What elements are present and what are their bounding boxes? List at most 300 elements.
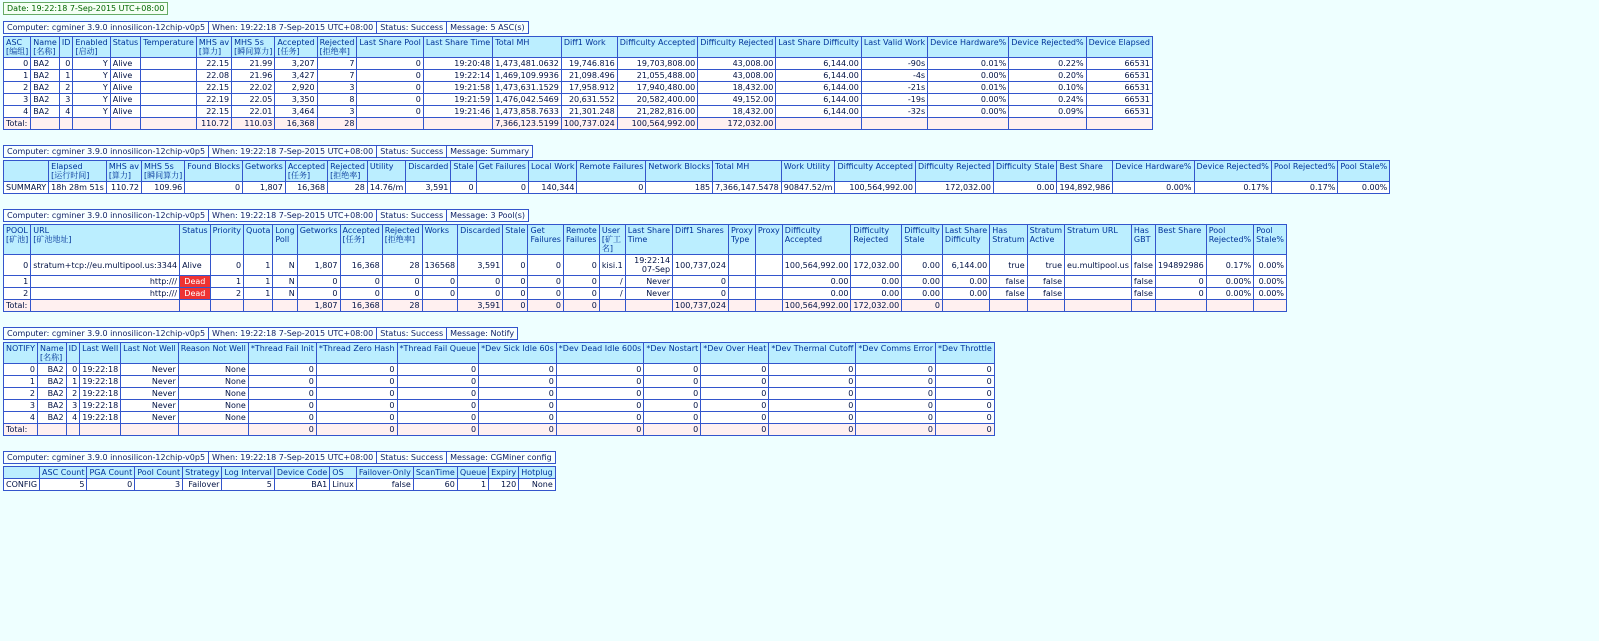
column-header: Pool Rejected% xyxy=(1206,225,1253,255)
table-cell: 20,582,400.00 xyxy=(617,94,698,106)
table-cell: 19:22:18 xyxy=(80,376,121,388)
table-cell: Never xyxy=(121,412,179,424)
table-cell xyxy=(244,300,273,312)
column-header: Has Stratum xyxy=(990,225,1027,255)
table-cell: 0 xyxy=(357,58,423,70)
table-cell: 0 xyxy=(397,376,479,388)
table-cell: 0 xyxy=(357,94,423,106)
table-cell: 0 xyxy=(458,288,503,300)
section-summary xyxy=(3,145,1599,194)
table-cell xyxy=(210,300,243,312)
column-header: Difficulty Stale xyxy=(902,225,943,255)
table-cell: 4 xyxy=(66,412,80,424)
table-cell: 28 xyxy=(317,118,357,130)
table-cell xyxy=(422,300,458,312)
section-header xyxy=(3,209,529,222)
table-cell: 22.19 xyxy=(196,94,231,106)
table-cell xyxy=(141,58,197,70)
table-cell: 3 xyxy=(317,82,357,94)
column-header: Name [名称] xyxy=(31,37,60,58)
table-cell: stratum+tcp://eu.multipool.us:3344 xyxy=(31,255,180,276)
table-cell: 2 xyxy=(4,288,31,300)
table-cell: 1,473,481.0632 xyxy=(493,58,562,70)
table-cell: 0.00% xyxy=(1206,276,1253,288)
header-field: Status: Success xyxy=(377,210,447,222)
table-cell: 0 xyxy=(644,364,701,376)
status-badge: Dead xyxy=(180,276,211,288)
table-cell: 1 xyxy=(4,70,31,82)
data-table-config xyxy=(3,466,556,491)
column-header: Network Blocks xyxy=(646,161,713,182)
column-header: Pool Rejected% xyxy=(1271,161,1338,182)
table-cell: 66531 xyxy=(1086,94,1152,106)
table-cell: 194,892,986 xyxy=(1057,182,1113,194)
column-header: Status xyxy=(180,225,211,255)
table-cell: 0 xyxy=(316,376,397,388)
table-cell: 0.00% xyxy=(1254,276,1287,288)
column-header xyxy=(4,161,49,182)
table-cell: 0 xyxy=(1155,276,1206,288)
column-header: Temperature xyxy=(141,37,197,58)
table-cell xyxy=(141,94,197,106)
table-cell xyxy=(1065,288,1132,300)
table-cell xyxy=(755,255,782,276)
table-cell: 0 xyxy=(556,376,644,388)
table-cell xyxy=(728,300,755,312)
table-cell: 172,032.00 xyxy=(851,255,902,276)
column-header: Last Share Difficulty xyxy=(776,37,862,58)
column-header: Difficulty Stale xyxy=(993,161,1056,182)
table-row xyxy=(4,70,1153,82)
column-header: Enabled [启动] xyxy=(73,37,110,58)
table-cell: 0 xyxy=(769,364,856,376)
section-spacer xyxy=(3,130,1599,145)
column-header: Long Poll xyxy=(273,225,297,255)
header-field: Status: Success xyxy=(377,22,447,34)
table-cell: 0 xyxy=(210,255,243,276)
table-cell: 100,564,992.00 xyxy=(782,255,851,276)
table-cell: Alive xyxy=(180,255,211,276)
table-cell: 0.00 xyxy=(902,255,943,276)
table-cell: eu.multipool.us xyxy=(1065,255,1132,276)
table-cell: 0.00 xyxy=(851,276,902,288)
table-cell: 22.15 xyxy=(196,106,231,118)
column-header: Difficulty Rejected xyxy=(851,225,902,255)
table-cell: 21,055,488.00 xyxy=(617,70,698,82)
table-cell: 0.00% xyxy=(928,106,1009,118)
table-cell: 0 xyxy=(701,400,769,412)
table-cell: 6,144.00 xyxy=(942,255,989,276)
table-cell: 0 xyxy=(701,424,769,436)
table-cell: Total: xyxy=(4,118,31,130)
table-cell: 0.00% xyxy=(928,70,1009,82)
table-row xyxy=(4,479,556,491)
table-cell: -21s xyxy=(861,82,927,94)
table-cell: 100,564,992.00 xyxy=(835,182,916,194)
table-cell xyxy=(80,424,121,436)
table-cell: 0.00 xyxy=(902,288,943,300)
table-cell: 2 xyxy=(4,82,31,94)
column-header: NOTIFY xyxy=(4,343,38,364)
table-cell xyxy=(110,118,141,130)
header-field: Computer: cgminer 3.9.0 innosilicon-12chip-v0p5 xyxy=(4,22,209,34)
table-cell: 17,940,480.00 xyxy=(617,82,698,94)
table-cell: 0 xyxy=(422,276,458,288)
table-cell xyxy=(1086,118,1152,130)
table-cell: 0 xyxy=(563,288,599,300)
table-row xyxy=(4,364,995,376)
table-cell: Y xyxy=(73,82,110,94)
header-field: Status: Success xyxy=(377,328,447,340)
table-cell: 110.03 xyxy=(232,118,275,130)
column-header: Device Rejected% xyxy=(1194,161,1271,182)
header-field: Computer: cgminer 3.9.0 innosilicon-12chip-v0p5 xyxy=(4,210,209,222)
table-cell: 0 xyxy=(479,400,557,412)
section-header xyxy=(3,21,529,34)
table-cell xyxy=(180,300,211,312)
table-cell: 0 xyxy=(357,106,423,118)
header-field: Computer: cgminer 3.9.0 innosilicon-12chip-v0p5 xyxy=(4,328,209,340)
header-field: When: 19:22:18 7-Sep-2015 UTC+08:00 xyxy=(209,22,377,34)
table-cell: 1 xyxy=(4,276,31,288)
table-cell: 0 xyxy=(397,364,479,376)
column-header: Remote Failures xyxy=(563,225,599,255)
date-line: Date: 19:22:18 7-Sep-2015 UTC+08:00 xyxy=(3,2,168,15)
table-cell: 0 xyxy=(856,388,936,400)
table-cell: 0 xyxy=(563,255,599,276)
table-cell: N xyxy=(273,288,297,300)
table-cell: 0 xyxy=(357,82,423,94)
table-cell: 21.96 xyxy=(232,70,275,82)
table-cell: -32s xyxy=(861,106,927,118)
table-cell: 0.20% xyxy=(1009,70,1086,82)
table-cell xyxy=(121,424,179,436)
table-cell: 7,366,123.5199 xyxy=(493,118,562,130)
column-header: Last Not Well xyxy=(121,343,179,364)
table-cell: 19:20:48 xyxy=(423,58,492,70)
table-cell: 1 xyxy=(244,255,273,276)
table-cell: 43,008.00 xyxy=(698,58,776,70)
column-header: *Thread Fail Init xyxy=(248,343,316,364)
table-cell: 0 xyxy=(856,364,936,376)
section-spacer xyxy=(3,194,1599,209)
table-cell: 43,008.00 xyxy=(698,70,776,82)
table-cell: Never xyxy=(121,400,179,412)
table-cell: BA1 xyxy=(274,479,329,491)
table-cell: 1,807 xyxy=(297,255,340,276)
column-header: Accepted [任务] xyxy=(340,225,382,255)
table-cell: CONFIG xyxy=(4,479,40,491)
table-cell xyxy=(728,255,755,276)
table-cell: / xyxy=(599,288,625,300)
column-header: Local Work xyxy=(528,161,577,182)
column-header: Quota xyxy=(244,225,273,255)
table-cell: 0 xyxy=(479,388,557,400)
column-header-row xyxy=(4,225,1287,255)
table-cell: 0 xyxy=(397,424,479,436)
table-cell: 0 xyxy=(556,424,644,436)
column-header-row xyxy=(4,343,995,364)
table-cell: 0.00 xyxy=(902,276,943,288)
table-cell: 0 xyxy=(316,364,397,376)
column-header: Has GBT xyxy=(1131,225,1155,255)
column-header: MHS av [算力] xyxy=(106,161,141,182)
table-cell: 0 xyxy=(479,364,557,376)
header-field: When: 19:22:18 7-Sep-2015 UTC+08:00 xyxy=(209,328,377,340)
table-cell xyxy=(31,300,180,312)
table-cell: 16,368 xyxy=(285,182,327,194)
table-cell: 0 xyxy=(340,276,382,288)
table-cell xyxy=(357,118,423,130)
table-cell: 0 xyxy=(185,182,243,194)
header-field: Message: Summary xyxy=(447,146,533,158)
table-cell: 22.15 xyxy=(196,58,231,70)
table-cell: 194892986 xyxy=(1155,255,1206,276)
total-row xyxy=(4,300,1287,312)
table-cell: SUMMARY xyxy=(4,182,49,194)
section-header xyxy=(3,451,556,464)
table-cell xyxy=(755,276,782,288)
table-cell: 3 xyxy=(59,94,73,106)
table-cell: 18h 28m 51s xyxy=(49,182,107,194)
column-header: Works xyxy=(422,225,458,255)
section-config xyxy=(3,451,1599,491)
table-cell: None xyxy=(178,376,248,388)
table-cell: 16,368 xyxy=(275,118,317,130)
table-cell xyxy=(1009,118,1086,130)
table-cell: 0 xyxy=(248,388,316,400)
table-cell xyxy=(1155,300,1206,312)
table-cell: 0 xyxy=(59,58,73,70)
table-cell: 66531 xyxy=(1086,82,1152,94)
table-cell: 2 xyxy=(210,288,243,300)
table-cell: 0.00 xyxy=(851,288,902,300)
table-cell xyxy=(1065,300,1132,312)
table-cell: 0.00% xyxy=(1338,182,1390,194)
section-spacer xyxy=(3,312,1599,327)
table-cell: 0.00 xyxy=(942,288,989,300)
table-cell: 0.17% xyxy=(1206,255,1253,276)
table-cell: 19,746.816 xyxy=(561,58,617,70)
table-cell: 0 xyxy=(769,388,856,400)
table-cell: 0 xyxy=(644,388,701,400)
table-cell: 28 xyxy=(382,255,422,276)
column-header: Best Share xyxy=(1057,161,1113,182)
table-cell: 22.01 xyxy=(232,106,275,118)
table-cell xyxy=(273,300,297,312)
table-cell xyxy=(1065,276,1132,288)
table-cell xyxy=(1027,300,1064,312)
table-cell: 2 xyxy=(66,388,80,400)
table-cell: 18,432.00 xyxy=(698,106,776,118)
table-cell xyxy=(728,288,755,300)
table-cell: 0 xyxy=(563,300,599,312)
table-cell: 6,144.00 xyxy=(776,82,862,94)
section-spacer xyxy=(3,436,1599,451)
table-cell: 0 xyxy=(556,364,644,376)
table-cell: 0 xyxy=(1155,288,1206,300)
table-cell: 1 xyxy=(66,376,80,388)
table-cell: Alive xyxy=(110,70,141,82)
table-cell: 19:21:59 xyxy=(423,94,492,106)
table-cell: false xyxy=(1027,276,1064,288)
table-cell: 0 xyxy=(644,424,701,436)
table-cell: 0 xyxy=(936,364,995,376)
table-cell xyxy=(755,288,782,300)
table-cell: 14.76/m xyxy=(367,182,405,194)
table-cell: 0.00 xyxy=(782,276,851,288)
table-cell: 0 xyxy=(856,376,936,388)
column-header: *Dev Over Heat xyxy=(701,343,769,364)
table-cell: 172,032.00 xyxy=(851,300,902,312)
table-cell: 2 xyxy=(4,388,38,400)
table-cell: BA2 xyxy=(38,364,67,376)
table-cell: 3 xyxy=(135,479,183,491)
table-cell: 0 xyxy=(644,376,701,388)
table-cell: 0 xyxy=(479,376,557,388)
table-cell: 3 xyxy=(4,400,38,412)
table-cell: 1 xyxy=(457,479,488,491)
table-row xyxy=(4,276,1287,288)
table-cell: BA2 xyxy=(31,106,60,118)
table-cell: 0.01% xyxy=(928,58,1009,70)
table-cell: 0 xyxy=(479,424,557,436)
table-cell: 4 xyxy=(4,412,38,424)
column-header: Device Hardware% xyxy=(928,37,1009,58)
table-cell: 0 xyxy=(503,300,528,312)
table-cell: false xyxy=(1131,276,1155,288)
table-cell: 0 xyxy=(357,70,423,82)
table-cell: 1 xyxy=(4,376,38,388)
table-cell: 1,473,631.1529 xyxy=(493,82,562,94)
table-cell: -19s xyxy=(861,94,927,106)
table-cell: N xyxy=(273,255,297,276)
table-cell xyxy=(66,424,80,436)
table-cell: 20,631.552 xyxy=(561,94,617,106)
table-cell: 0 xyxy=(936,424,995,436)
column-header: PGA Count xyxy=(87,467,135,479)
column-header: Hotplug xyxy=(519,467,556,479)
table-cell: 19:22:18 xyxy=(80,388,121,400)
header-field: When: 19:22:18 7-Sep-2015 UTC+08:00 xyxy=(209,210,377,222)
column-header: Remote Failures xyxy=(577,161,646,182)
table-row xyxy=(4,106,1153,118)
header-field: When: 19:22:18 7-Sep-2015 UTC+08:00 xyxy=(209,146,377,158)
column-header: *Thread Fail Queue xyxy=(397,343,479,364)
table-cell: BA2 xyxy=(38,400,67,412)
table-cell: 7,366,147.5478 xyxy=(713,182,782,194)
table-cell: 0 xyxy=(701,376,769,388)
column-header xyxy=(4,467,40,479)
table-cell: 0 xyxy=(701,388,769,400)
table-cell: BA2 xyxy=(31,82,60,94)
column-header: Failover-Only xyxy=(356,467,413,479)
table-cell: Total: xyxy=(4,300,31,312)
header-field: Message: CGMiner config xyxy=(447,452,556,464)
column-header: Total MH xyxy=(713,161,782,182)
column-header: Found Blocks xyxy=(185,161,243,182)
table-cell: 0 xyxy=(316,388,397,400)
column-header: Getworks xyxy=(243,161,286,182)
column-header: Device Code xyxy=(274,467,329,479)
column-header: *Dev Sick Idle 60s xyxy=(479,343,557,364)
table-cell: 110.72 xyxy=(196,118,231,130)
section-asc xyxy=(3,21,1599,130)
column-header: MHS 5s [瞬间算力] xyxy=(232,37,275,58)
section-header xyxy=(3,327,518,340)
table-cell: 0 xyxy=(479,412,557,424)
column-header: Work Utility xyxy=(781,161,835,182)
table-cell: 0.01% xyxy=(928,82,1009,94)
table-cell: 0.17% xyxy=(1194,182,1271,194)
table-cell xyxy=(423,118,492,130)
table-cell: 19:21:46 xyxy=(423,106,492,118)
table-cell: 19:22:18 xyxy=(80,400,121,412)
table-cell: 60 xyxy=(413,479,457,491)
data-table-summary xyxy=(3,160,1390,194)
column-header: Discarded xyxy=(406,161,451,182)
table-cell: 0 xyxy=(936,412,995,424)
table-cell: 0 xyxy=(528,300,564,312)
column-header: Rejected [拒绝率] xyxy=(328,161,368,182)
data-table-notify xyxy=(3,342,995,436)
table-cell: 0 xyxy=(66,364,80,376)
table-cell: 0 xyxy=(87,479,135,491)
table-cell: 16,368 xyxy=(340,300,382,312)
table-cell: 0 xyxy=(556,412,644,424)
column-header: Reason Not Well xyxy=(178,343,248,364)
table-cell xyxy=(861,118,927,130)
status-badge: Dead xyxy=(180,288,211,300)
header-field: Computer: cgminer 3.9.0 innosilicon-12chip-v0p5 xyxy=(4,452,209,464)
table-cell: 0 xyxy=(397,412,479,424)
table-cell: 4 xyxy=(4,106,31,118)
table-cell: 0 xyxy=(503,288,528,300)
table-cell: 0 xyxy=(769,412,856,424)
table-cell: Y xyxy=(73,58,110,70)
table-cell: 0 xyxy=(936,400,995,412)
table-cell: N xyxy=(273,276,297,288)
table-cell: -90s xyxy=(861,58,927,70)
column-header-row xyxy=(4,161,1390,182)
table-cell: 6,144.00 xyxy=(776,58,862,70)
column-header: Device Hardware% xyxy=(1113,161,1194,182)
table-cell: BA2 xyxy=(31,58,60,70)
column-header: *Dev Comms Error xyxy=(856,343,936,364)
column-header: Get Failures xyxy=(528,225,564,255)
table-cell: 0 xyxy=(936,376,995,388)
table-cell: false xyxy=(990,288,1027,300)
table-cell: 1 xyxy=(59,70,73,82)
table-cell: 0 xyxy=(340,288,382,300)
table-cell: 5 xyxy=(222,479,274,491)
table-cell: 1,469,109.9936 xyxy=(493,70,562,82)
column-header: ASC Count xyxy=(40,467,87,479)
column-header: MHS 5s [瞬间算力] xyxy=(142,161,185,182)
column-header: Expiry xyxy=(489,467,519,479)
column-header: Name [名称] xyxy=(38,343,67,364)
table-cell: 0.17% xyxy=(1271,182,1338,194)
table-cell: 3,591 xyxy=(406,182,451,194)
column-header: Priority xyxy=(210,225,243,255)
table-cell: 0 xyxy=(902,300,943,312)
table-cell: 0 xyxy=(297,288,340,300)
column-header: Strategy xyxy=(183,467,222,479)
table-cell: 90847.52/m xyxy=(781,182,835,194)
table-cell: Y xyxy=(73,106,110,118)
column-header: Elapsed [运行时间] xyxy=(49,161,107,182)
table-row xyxy=(4,82,1153,94)
